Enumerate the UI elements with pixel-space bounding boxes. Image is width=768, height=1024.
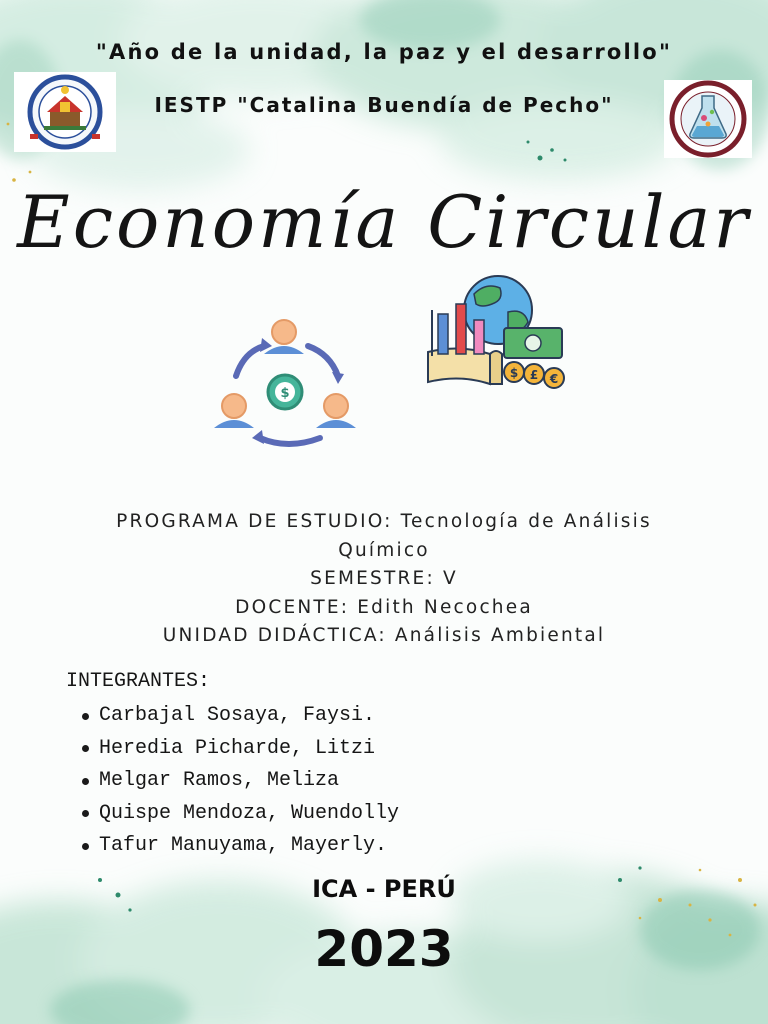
svg-text:$: $ <box>509 366 519 380</box>
circular-economy-people-cycle-icon <box>208 316 363 456</box>
place-label: ICA - PERÚ <box>312 875 456 903</box>
bullet-icon <box>82 810 89 817</box>
list-item <box>82 765 399 798</box>
members-heading: INTEGRANTES: <box>66 670 211 693</box>
member-name: Quispe Mendoza, Wuendolly <box>99 801 400 825</box>
bullet-icon <box>82 713 89 720</box>
teacher-line: DOCENTE: Edith Necochea <box>235 596 533 618</box>
document-title: Economía Circular <box>17 180 751 264</box>
year-label: 2023 <box>314 920 454 978</box>
global-economy-chart-money-icon <box>420 274 570 394</box>
bullet-icon <box>82 778 89 785</box>
institute-name: IESTP "Catalina Buendía de Pecho" <box>154 93 614 117</box>
member-name: Tafur Manuyama, Mayerly. <box>99 834 388 857</box>
institute-seal-logo <box>14 72 116 152</box>
member-name: Melgar Ramos, Meliza <box>99 769 340 792</box>
lab-flask-logo <box>664 80 752 158</box>
course-info <box>50 508 718 651</box>
motto-heading: "Año de la unidad, la paz y el desarrollo" <box>95 40 673 64</box>
list-item <box>82 798 399 831</box>
list-item <box>82 733 399 766</box>
program-line-cont: Químico <box>338 539 430 561</box>
svg-text:€: € <box>549 372 559 386</box>
program-line: PROGRAMA DE ESTUDIO: Tecnología de Análisis <box>116 511 652 532</box>
bullet-icon <box>82 843 89 850</box>
member-name: Carbajal Sosaya, Faysi. <box>99 704 376 727</box>
semester-line: SEMESTRE: V <box>310 568 458 589</box>
member-name: Heredia Picharde, Litzi <box>99 736 376 760</box>
svg-text:£: £ <box>529 368 539 382</box>
members-list <box>82 700 399 863</box>
list-item <box>82 700 399 733</box>
svg-text:$: $ <box>280 386 290 401</box>
bullet-icon <box>82 745 89 752</box>
list-item <box>82 830 399 863</box>
unit-line: UNIDAD DIDÁCTICA: Análisis Ambiental <box>162 625 606 646</box>
